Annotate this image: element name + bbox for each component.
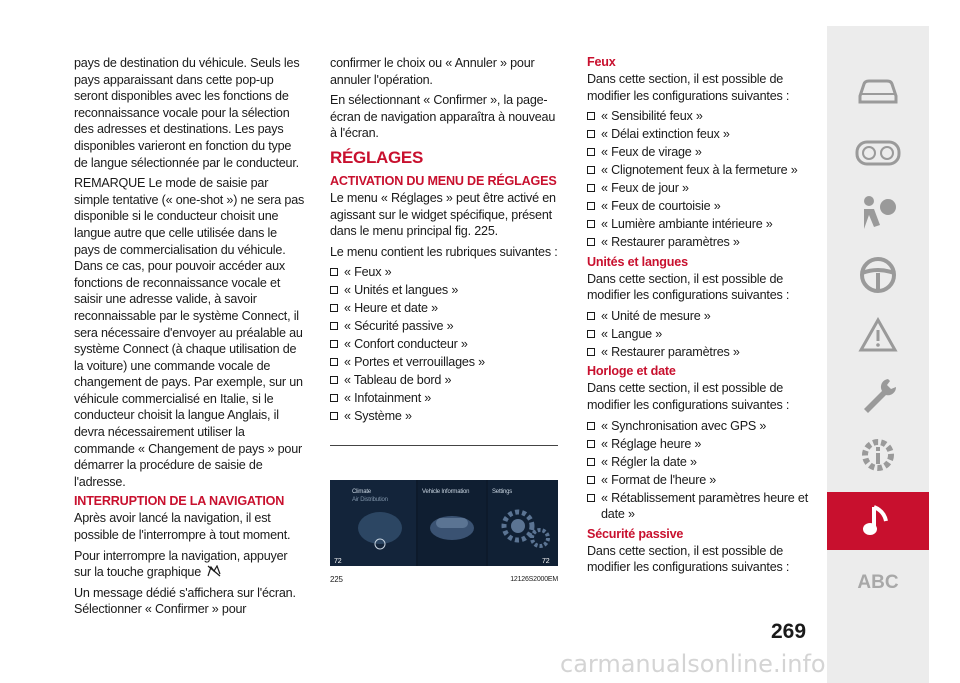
list-item: « Restaurer paramètres » (587, 344, 817, 361)
subsection-heading-horloge: Horloge et date (587, 364, 676, 379)
subsection-heading-unites: Unités et langues (587, 254, 688, 269)
list-item: « Heure et date » (330, 300, 558, 317)
chapter-sidebar (827, 26, 929, 683)
temperature-left: 72 (334, 557, 342, 565)
list-item: « Feux » (330, 264, 558, 281)
section-heading: INTERRUPTION DE LA NAVIGATION (74, 494, 285, 509)
panel-subtitle: Air Distribution (352, 496, 388, 503)
list-item: « Feux de jour » (587, 180, 817, 197)
list-item: « Sensibilité feux » (587, 108, 817, 125)
car-icon[interactable] (827, 62, 929, 120)
feux-list (587, 108, 817, 250)
list-item: « Sécurité passive » (330, 318, 558, 335)
column-3 (587, 55, 817, 580)
column-2 (330, 55, 558, 588)
list-item: « Unités et langues » (330, 282, 558, 299)
list-item: « Feux de virage » (587, 144, 817, 161)
menu-items-list (330, 264, 558, 424)
temperature-right: 72 (542, 557, 550, 565)
stop-navigation-icon (204, 565, 221, 579)
list-item: « Régler la date » (587, 454, 817, 471)
figure-code: 12126S2000EM (510, 575, 558, 583)
dashboard-icon[interactable] (827, 124, 929, 182)
list-item: « Confort conducteur » (330, 336, 558, 353)
climate-panel (330, 480, 416, 566)
list-item: « Clignotement feux à la fermeture » (587, 162, 817, 179)
panel-title: Climate (352, 488, 371, 495)
paragraph: Le menu contient les rubriques suivantes : (330, 244, 558, 259)
steering-wheel-icon[interactable] (827, 246, 929, 304)
list-item: « Réglage heure » (587, 436, 817, 453)
seat-graphic (330, 480, 416, 566)
panel-title: Vehicle Information (422, 488, 470, 495)
list-item: « Restaurer paramètres » (587, 234, 817, 251)
unites-list (587, 308, 817, 361)
column-1 (74, 55, 306, 622)
wrench-icon[interactable] (827, 366, 929, 424)
settings-panel (488, 480, 558, 566)
paragraph: En sélectionnant « Confirmer », la page-écran de navigation apparaîtra à nouveau à l'écran. (330, 93, 556, 141)
list-item: « Rétablissement paramètres heure et date » (587, 490, 817, 523)
paragraph: Dans cette section, il est possible de modifier les configurations suivantes : (587, 543, 790, 575)
divider (330, 445, 558, 446)
subsection-heading-securite: Sécurité passive (587, 526, 684, 541)
paragraph: Après avoir lancé la navigation, il est possible de l'interrompre à tout moment. (74, 511, 291, 543)
panel-title: Settings (492, 488, 513, 495)
airbag-icon[interactable] (827, 184, 929, 242)
list-item: « Lumière ambiante intérieure » (587, 216, 817, 233)
chapter-heading: RÉGLAGES (330, 147, 424, 167)
list-item: « Format de l'heure » (587, 472, 817, 489)
warning-triangle-icon[interactable] (827, 306, 929, 364)
section-heading: ACTIVATION DU MENU DE RÉGLAGES (330, 173, 557, 188)
paragraph: Dans cette section, il est possible de modifier les configurations suivantes : (587, 72, 790, 103)
figure-number: 225 (330, 574, 343, 584)
list-item: « Synchronisation avec GPS » (587, 418, 817, 435)
gears-icon[interactable] (827, 426, 929, 484)
paragraph: Dans cette section, il est possible de modifier les configurations suivantes : (587, 271, 790, 303)
paragraph (74, 548, 306, 581)
vehicle-info-panel (418, 480, 486, 566)
abc-label: ABC (857, 572, 899, 593)
subsection-heading-feux: Feux (587, 55, 616, 69)
list-item: « Système » (330, 408, 558, 425)
abc-index-tab[interactable] (827, 554, 929, 612)
list-item: « Portes et verrouillages » (330, 354, 558, 371)
paragraph-text: Pour interrompre la navigation, appuyer sur la touche graphique (74, 548, 288, 580)
vehicle-graphic (418, 480, 486, 566)
paragraph: pays de destination du véhicule. Seuls les pays apparaissant dans cette pop-up seront disponibles avec les fonctions de reconnaissance vocale pour la sélection des adresses et destinations. Les pays disponibles varieront en fonction du type de langue sélectionnée par le conducteur. (74, 56, 300, 170)
list-item: « Langue » (587, 326, 817, 343)
list-item: « Délai extinction feux » (587, 126, 817, 143)
paragraph: confirmer le choix ou « Annuler » pour annuler l'opération. (330, 56, 535, 87)
horloge-list (587, 418, 817, 523)
figure-caption (330, 572, 558, 589)
watermark: carmanualsonline.info (560, 650, 826, 678)
list-item: « Infotainment » (330, 390, 558, 407)
list-item: « Tableau de bord » (330, 372, 558, 389)
page-number: 269 (771, 620, 807, 643)
paragraph: Un message dédié s'affichera sur l'écran. Sélectionner « Confirmer » pour (74, 585, 296, 617)
list-item: « Feux de courtoisie » (587, 198, 817, 215)
paragraph: Le menu « Réglages » peut être activé en agissant sur le widget spécifique, présent dans le menu principal fig. 225. (330, 190, 556, 239)
note-paragraph: REMARQUE Le mode de saisie par simple tentative (« one-shot ») ne sera pas disponible si le conducteur choisit une langue autre que celle utilisée dans le pays de commercialisation du véhicule. Dans ce cas, pour pouvoir accéder aux fonctions de reconnaissance vocale et saisir une adresse valide, à savoir reconnaissable par le système Connect, il sera nécessaire d'envoyer au préalable au système Connect (à chaque utilisation de la voiture) une commande vocale de changement de pays. Par exemple, sur un véhicule commercialisé en Italie, si le conducteur choisit la langue Anglais, il devra nécessairement utiliser la commande « Changement de pays » pour démarrer la procédure de saisie de l'adresse. (74, 176, 305, 489)
music-note-icon[interactable] (827, 492, 929, 550)
paragraph: Dans cette section, il est possible de modifier les configurations suivantes : (587, 381, 790, 413)
figure-screenshot (330, 480, 558, 566)
list-item: « Unité de mesure » (587, 308, 817, 325)
